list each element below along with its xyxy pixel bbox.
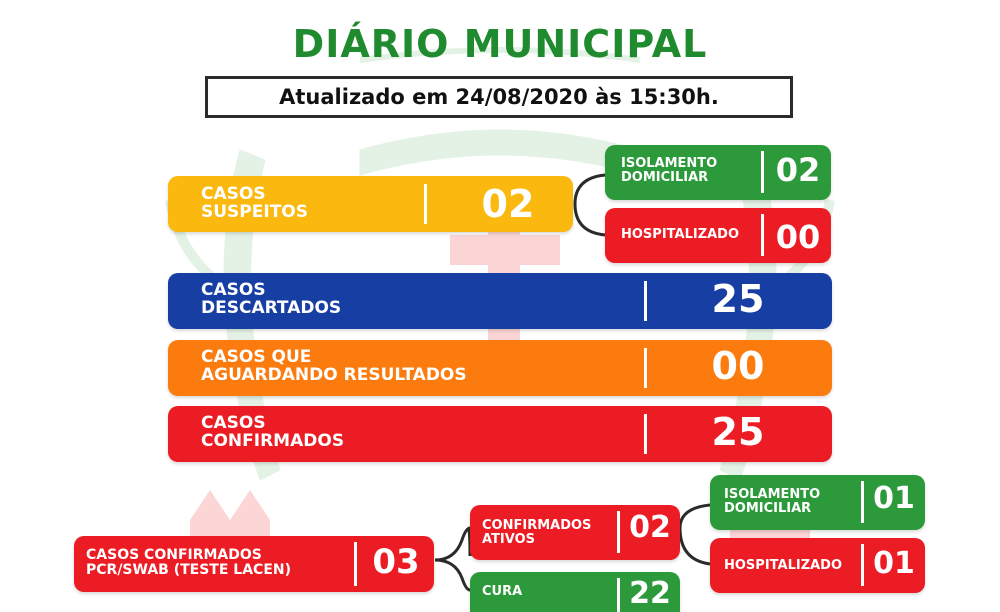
- active-isolation-value: 01: [873, 481, 915, 516]
- suspected-isolation-label-line1: ISOLAMENTO: [621, 156, 718, 171]
- divider: [617, 511, 620, 553]
- divider: [761, 214, 764, 256]
- confirmed-cases-label-line1: CASOS: [201, 413, 266, 433]
- pending-results-value: 00: [711, 344, 765, 388]
- suspected-isolation-card: [605, 145, 831, 200]
- divider: [617, 578, 620, 612]
- cured-card: [470, 572, 680, 612]
- divider: [861, 544, 864, 586]
- confirmed-cases-value: 25: [711, 410, 765, 454]
- divider: [644, 348, 647, 388]
- active-confirmed-label-line2: ATIVOS: [482, 531, 536, 547]
- pcr-confirmed-value: 03: [372, 542, 420, 582]
- cured-value: 22: [629, 576, 671, 611]
- suspected-cases-card: [168, 176, 573, 232]
- divider: [861, 481, 864, 523]
- suspected-cases-label-line1: CASOS: [201, 184, 266, 204]
- discarded-cases-label-line2: DESCARTADOS: [201, 297, 342, 318]
- updated-timestamp: Atualizado em 24/08/2020 às 15:30h.: [205, 76, 793, 118]
- divider: [761, 151, 764, 193]
- divider: [354, 542, 357, 586]
- suspected-isolation-value: 02: [775, 151, 821, 189]
- active-hospitalized-label: HOSPITALIZADO: [724, 558, 843, 573]
- active-isolation-card: [710, 475, 925, 530]
- active-confirmed-card: [470, 505, 680, 560]
- divider: [424, 184, 427, 224]
- active-hospitalized-value: 01: [873, 546, 915, 581]
- divider: [644, 281, 647, 321]
- suspected-hospitalized-card: [605, 208, 831, 263]
- pcr-confirmed-label-line2: PCR/SWAB (TESTE LACEN): [86, 561, 291, 578]
- divider: [644, 414, 647, 454]
- discarded-cases-value: 25: [711, 277, 765, 321]
- suspected-cases-value: 02: [481, 182, 535, 226]
- suspected-cases-label-line2: SUSPEITOS: [201, 201, 308, 222]
- suspected-hospitalized-label: HOSPITALIZADO: [621, 227, 740, 242]
- confirmed-cases-card: [168, 406, 832, 462]
- suspected-hospitalized-value: 00: [775, 218, 821, 256]
- cured-label: CURA: [482, 584, 523, 599]
- active-hospitalized-card: [710, 538, 925, 593]
- page-title: DIÁRIO MUNICIPAL: [292, 22, 708, 66]
- pcr-confirmed-card: [74, 536, 434, 592]
- pending-results-label-line1: CASOS QUE: [201, 347, 312, 367]
- active-confirmed-label-line1: CONFIRMADOS: [482, 518, 592, 533]
- active-isolation-label-line2: DOMICILIAR: [724, 500, 812, 516]
- active-confirmed-value: 02: [629, 510, 671, 545]
- discarded-cases-label-line1: CASOS: [201, 280, 266, 300]
- pcr-confirmed-label-line1: CASOS CONFIRMADOS: [86, 547, 262, 563]
- active-isolation-label-line1: ISOLAMENTO: [724, 487, 821, 502]
- pending-results-label-line2: AGUARDANDO RESULTADOS: [201, 364, 467, 385]
- confirmed-cases-label-line2: CONFIRMADOS: [201, 430, 345, 451]
- pending-results-card: [168, 340, 832, 396]
- discarded-cases-card: [168, 273, 832, 329]
- suspected-isolation-label-line2: DOMICILIAR: [621, 169, 709, 185]
